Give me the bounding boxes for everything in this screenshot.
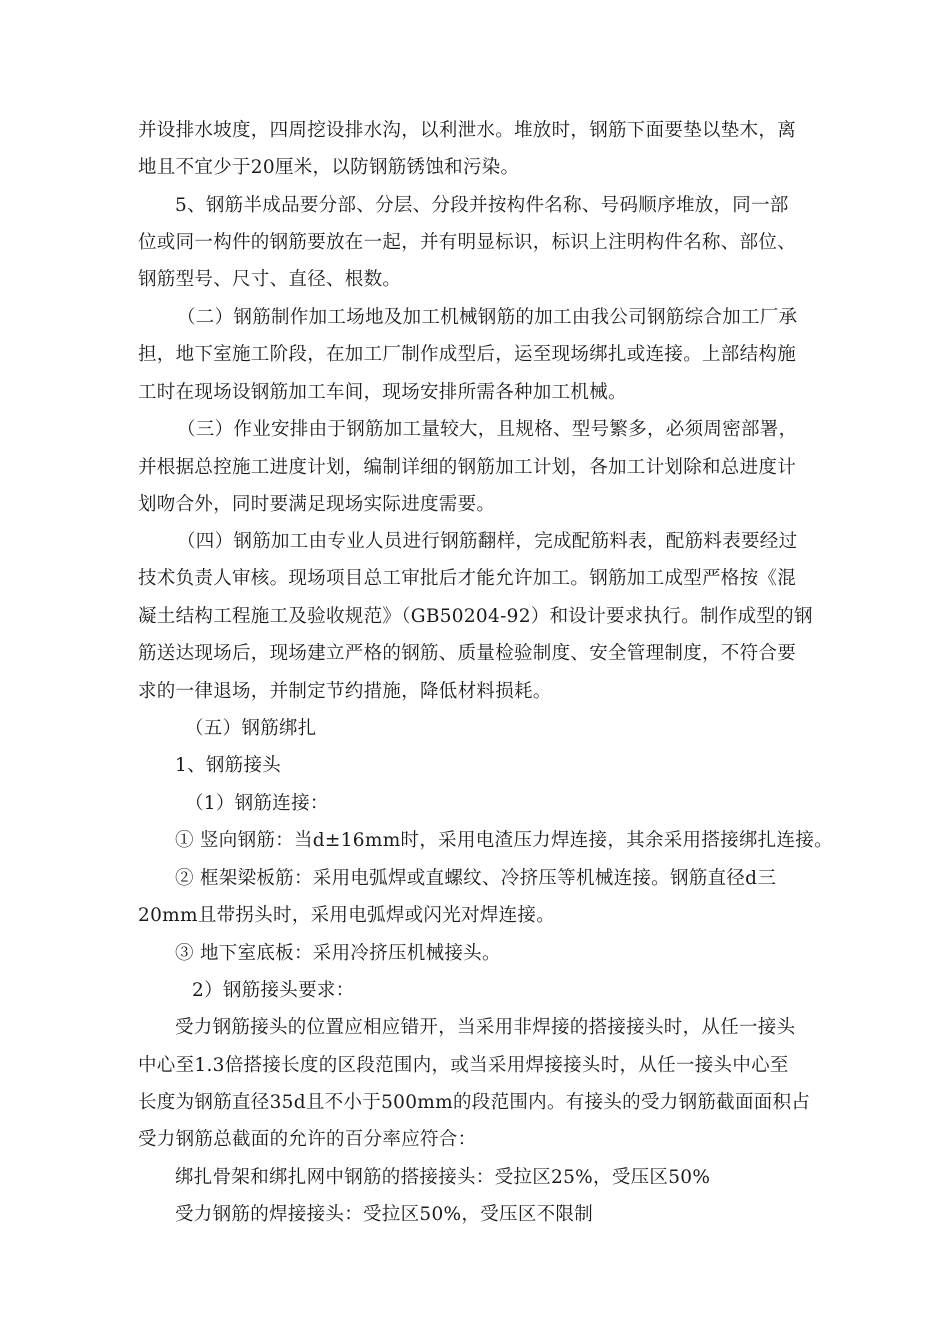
body-text-line: 地且不宜少于20厘米，以防钢筋锈蚀和污染。: [138, 157, 520, 178]
body-text-line: 5、钢筋半成品要分部、分层、分段并按构件名称、号码顺序堆放，同一部: [175, 195, 789, 216]
body-text-line: 筋送达现场后，现场建立严格的钢筋、质量检验制度、安全管理制度，不符合要: [138, 643, 797, 664]
subsection-heading: （1）钢筋连接：: [185, 793, 329, 814]
body-text-line: 钢筋型号、尺寸、直径、根数。: [138, 269, 402, 290]
body-text-line: 20mm且带拐头时，采用电弧焊或闪光对焊连接。: [138, 905, 556, 926]
body-text-line: 并设排水坡度，四周挖设排水沟，以利泄水。堆放时，钢筋下面要垫以垫木，离: [138, 120, 797, 141]
body-text-line: 受力钢筋的焊接接头：受拉区50%，受压区不限制: [175, 1204, 594, 1225]
body-text-line: 位或同一构件的钢筋要放在一起，并有明显标识，标识上注明构件名称、部位、: [138, 232, 797, 253]
body-text-line: 并根据总控施工进度计划，编制详细的钢筋加工计划，各加工计划除和总进度计: [138, 457, 797, 478]
list-item: ① 竖向钢筋：当d±16mm时，采用电渣压力焊连接，其余采用搭接绑扎连接。: [175, 830, 833, 851]
body-text-line: 长度为钢筋直径35d且不小于500mm的段范围内。有接头的受力钢筋截面面积占: [138, 1092, 811, 1113]
subsection-heading: 1、钢筋接头: [175, 755, 282, 776]
body-text-line: （四）钢筋加工由专业人员进行钢筋翻样，完成配筋料表，配筋料表要经过: [177, 531, 798, 552]
body-text-line: （三）作业安排由于钢筋加工量较大，且规格、型号繁多，必须周密部署，: [177, 419, 798, 440]
body-text-line: （二）钢筋制作加工场地及加工机械钢筋的加工由我公司钢筋综合加工厂承: [177, 307, 798, 328]
list-item: ③ 地下室底板：采用冷挤压机械接头。: [175, 943, 501, 964]
body-text-line: 担，地下室施工阶段，在加工厂制作成型后，运至现场绑扎或连接。上部结构施: [138, 344, 797, 365]
body-text-line: 工时在现场设钢筋加工车间，现场安排所需各种加工机械。: [138, 382, 627, 403]
section-heading: （五）钢筋绑扎: [185, 718, 317, 739]
body-text-line: 绑扎骨架和绑扎网中钢筋的搭接接头：受拉区25%，受压区50%: [175, 1167, 711, 1188]
body-text-line: 受力钢筋接头的位置应相应错开，当采用非焊接的搭接接头时，从任一接头: [175, 1017, 796, 1038]
body-text-line: 受力钢筋总截面的允许的百分率应符合：: [138, 1129, 477, 1150]
subsection-heading: 2）钢筋接头要求：: [192, 980, 355, 1001]
body-text-line: 划吻合外，同时要满足现场实际进度需要。: [138, 494, 496, 515]
body-text-line: 中心至1.3倍搭接长度的区段范围内，或当采用焊接接头时，从任一接头中心至: [138, 1055, 789, 1076]
body-text-line: 凝土结构工程施工及验收规范》（GB50204-92）和设计要求执行。制作成型的钢: [138, 606, 813, 627]
body-text-line: 技术负责人审核。现场项目总工审批后才能允许加工。钢筋加工成型严格按《混: [138, 568, 797, 589]
body-text-line: 求的一律退场，并制定节约措施，降低材料损耗。: [138, 681, 552, 702]
list-item: ② 框架梁板筋：采用电弧焊或直螺纹、冷挤压等机械连接。钢筋直径d三: [175, 868, 777, 889]
